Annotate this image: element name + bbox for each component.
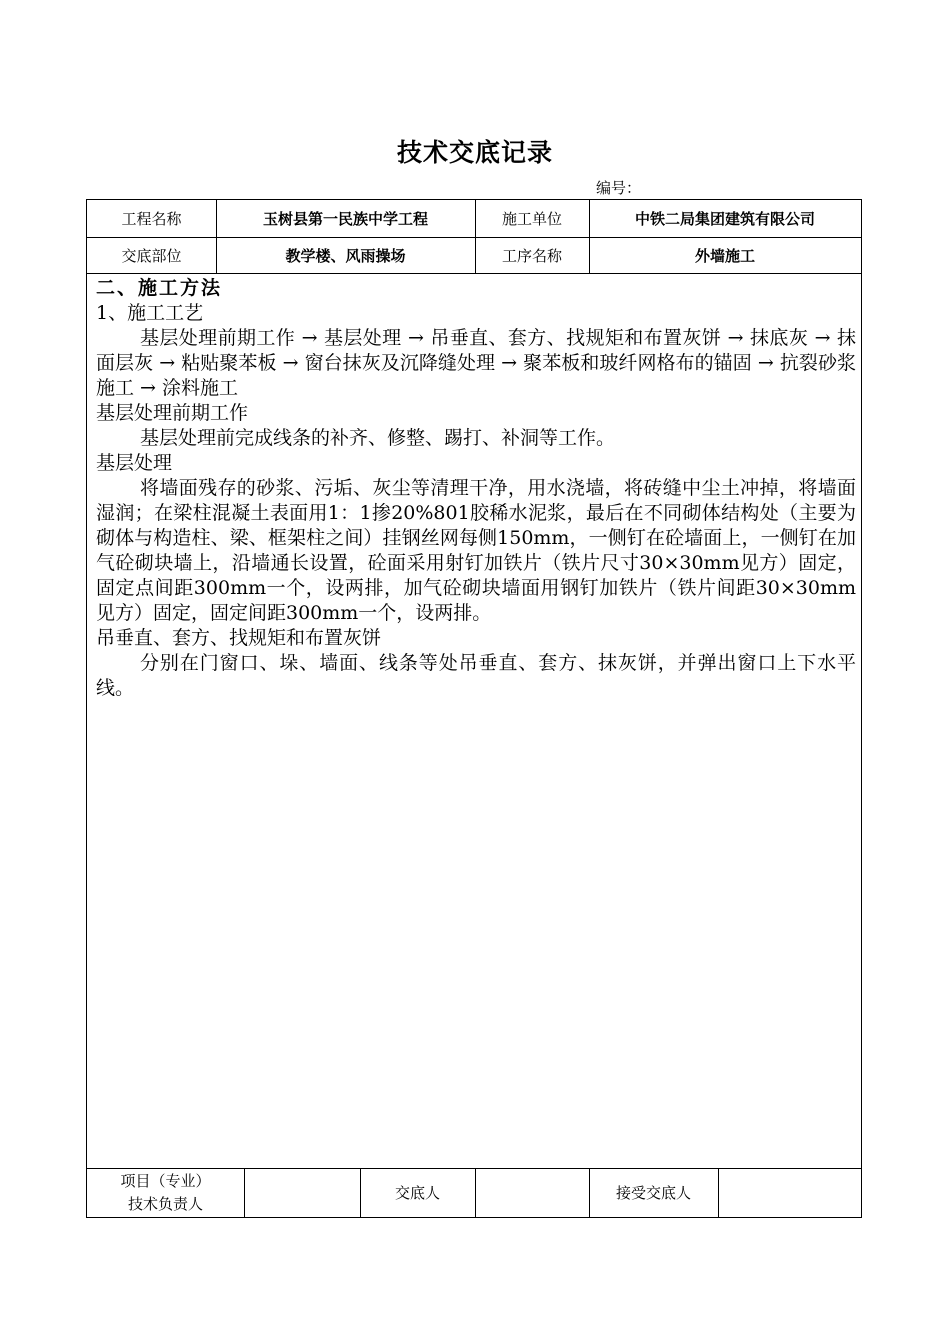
tech-lead-signature[interactable] <box>244 1168 360 1218</box>
location-label: 交底部位 <box>121 246 182 265</box>
receiver-signature[interactable] <box>718 1168 861 1218</box>
step-text: 将墙面残存的砂浆、污垢、灰尘等清理干净，用水浇墙，将砖缝中尘土冲掉，将墙面湿润；在梁柱混凝土表面用1：1掺20%801胶稀水泥浆，最后在不同砌体结构处（主要为砌体与构造柱、梁、框架柱之间）挂钢丝网每侧150mm，一侧钉在砼墙面上，一侧钉在加气砼砌块墙上，沿墙通长设置，砼面采用射钉加铁片（铁片尺寸30×30mm见方）固定，固定点间距300mm一个，设两排，加气砼砌块墙面用钢钉加铁片（铁片间距30×30mm见方）固定，固定间距300mm一个，设两排。 <box>96 477 856 624</box>
contractor-value: 中铁二局集团建筑有限公司 <box>634 210 815 228</box>
location-value: 教学楼、风雨操场 <box>285 246 406 265</box>
serial-number-label: 编号： <box>596 179 642 197</box>
process-label: 工序名称 <box>501 246 562 265</box>
step-text: 分别在门窗口、垛、墙面、线条等处吊垂直、套方、抹灰饼，并弹出窗口上下水平线。 <box>96 652 856 699</box>
project-name-label: 工程名称 <box>121 210 182 228</box>
disclosure-content <box>96 276 856 701</box>
step-text: 基层处理前完成线条的补齐、修整、踢打、补洞等工作。 <box>140 427 616 449</box>
step-title: 吊垂直、套方、找规矩和布置灰饼 <box>96 627 382 649</box>
project-name-value: 玉树县第一民族中学工程 <box>262 210 428 228</box>
discloser-label: 交底人 <box>394 1183 440 1202</box>
disclosure-form <box>86 199 862 1218</box>
step-title: 基层处理 <box>96 452 173 474</box>
document-title: 技术交底记录 <box>396 138 553 167</box>
process-value: 外墙施工 <box>694 246 755 265</box>
tech-lead-label <box>87 1168 244 1218</box>
contractor-label: 施工单位 <box>501 210 562 228</box>
discloser-signature[interactable] <box>475 1168 589 1218</box>
tech-lead-label-line2: 技术负责人 <box>127 1195 203 1213</box>
section-heading: 二、施工方法 <box>96 277 223 299</box>
subsection-title: 1、施工工艺 <box>96 302 204 324</box>
tech-lead-label-line1: 项目（专业） <box>120 1172 211 1190</box>
row-divider <box>87 273 861 274</box>
receiver-label: 接受交底人 <box>615 1183 691 1202</box>
process-flow-text: 基层处理前期工作 → 基层处理 → 吊垂直、套方、找规矩和布置灰饼 → 抹底灰 → 抹面层灰 → 粘贴聚苯板 → 窗台抹灰及沉降缝处理 → 聚苯板和玻纤网格布的锚固 → 抗裂砂浆施工 → 涂料施工 <box>96 327 856 399</box>
step-title: 基层处理前期工作 <box>96 402 249 424</box>
